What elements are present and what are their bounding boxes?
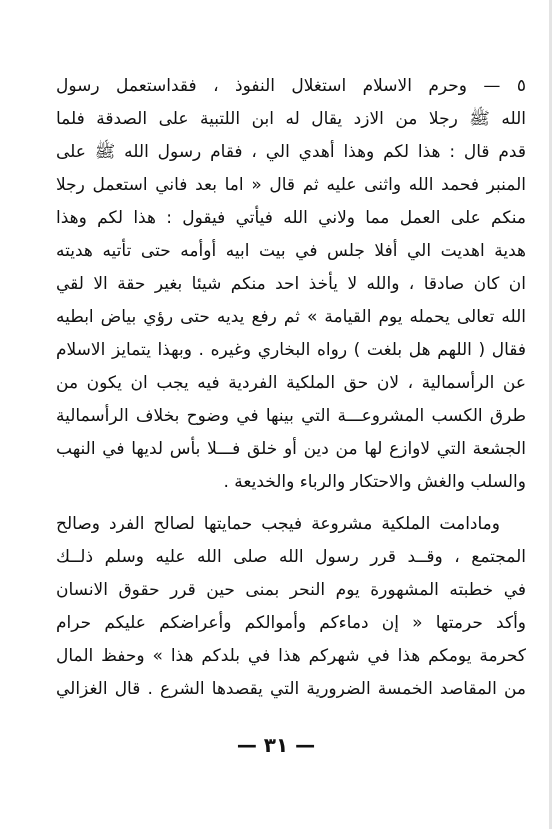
text-line: الله ﷺ رجلا من الازد يقال له ابن اللتبية على الصدقة فلما <box>56 109 526 129</box>
text-line: الجشعة التي لاوازع لها من دين أو خلق فـــلا بأس لديها في النهب <box>56 439 526 459</box>
text-line: منكم على العمل مما ولاني الله فيأتي فيقول : هذا لكم وهذا <box>56 208 526 228</box>
paragraph-protection-of-property <box>56 508 526 706</box>
paragraph-abuse-of-influence <box>56 70 526 499</box>
text-line: المجتمع ، وقــد قرر رسول الله صلى الله عليه وسلم ذلــك <box>56 547 526 567</box>
text-line: من المقاصد الخمسة الضرورية التي يقصدها الشرع . قال الغزالي <box>56 679 526 699</box>
text-line: ان كان صادقا ، والله لا يأخذ احد منكم شيئا بغير حقة الا لقي <box>56 274 526 294</box>
text-line: وأكد حرمتها « إن دماءكم وأموالكم وأعراضكم عليكم حرام <box>56 613 526 633</box>
text-line: ٥ — وحرم الاسلام استغلال النفوذ ، فقداستعمل رسول <box>56 76 526 96</box>
text-line: ومادامت الملكية مشروعة فيجب حمايتها لصالح الفرد وصالح <box>56 514 500 534</box>
text-line: طرق الكسب المشروعـــة التي بينها في وضوح بخلاف الرأسمالية <box>56 406 526 426</box>
page-number: — ٣١ — <box>236 733 316 757</box>
text-line: عن الرأسمالية ، لان حق الملكية الفردية فيه يجب ان يكون من <box>56 373 526 393</box>
text-line: فقال ( اللهم هل بلغت ) رواه البخاري وغيره . وبهذا يتمايز الاسلام <box>56 340 526 360</box>
text-line: والسلب والغش والاحتكار والرباء والخديعة . <box>223 472 526 492</box>
text-line: كحرمة يومكم هذا في شهركم هذا في بلدكم هذا » وحفظ المال <box>56 646 526 666</box>
text-line: الله تعالى يحمله يوم القيامة » ثم رفع يديه حتى رؤي بياض ابطيه <box>56 307 526 327</box>
text-line: المنبر فحمد الله واثنى عليه ثم قال « اما بعد فاني استعمل رجلا <box>56 175 526 195</box>
text-line: هدية اهديت الي أفلا جلس في بيت ابيه أوأمه حتى تأتيه هديته <box>56 241 526 261</box>
text-line: قدم قال : هذا لكم وهذا أهدي الي ، فقام رسول الله ﷺ على <box>56 142 526 162</box>
text-line: في خطبته المشهورة يوم النحر بمنى حين قرر حقوق الانسان <box>56 580 526 600</box>
